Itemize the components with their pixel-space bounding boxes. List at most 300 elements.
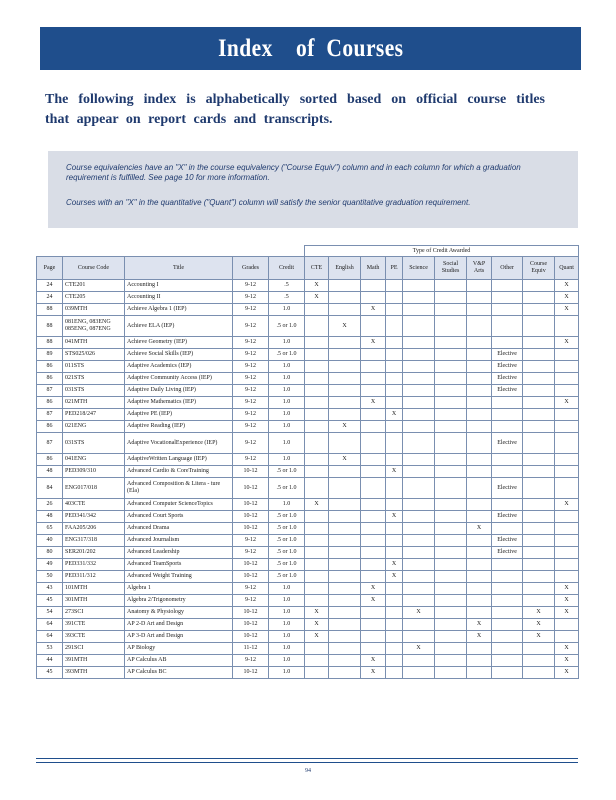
cell-other [492,409,523,421]
cell-math: X [361,595,386,607]
cell-title: AP 2-D Art and Design [125,619,233,631]
cell-pe: X [386,511,403,523]
cell-math [361,385,386,397]
table-row [37,667,579,679]
cell-cte [305,433,329,454]
cell-equiv: X [523,619,555,631]
cell-equiv [523,349,555,361]
cell-social [435,397,467,409]
footer-rule-bottom [36,762,578,763]
cell-math [361,316,386,337]
cell-quant: X [555,595,579,607]
cell-science [403,595,435,607]
cell-title: Adaptive Community Access (IEP) [125,373,233,385]
cell-page: 24 [37,292,63,304]
cell-quant [555,511,579,523]
cell-code: 041ENG [63,454,125,466]
cell-code: 011STS [63,361,125,373]
col-quant: Quant [555,257,579,280]
cell-grades: 10-12 [233,511,269,523]
table-row [37,316,579,337]
col-other: Other [492,257,523,280]
cell-english [329,643,361,655]
cell-english [329,466,361,478]
cell-pe [386,631,403,643]
cell-pe [386,454,403,466]
cell-credit: 1.0 [269,385,305,397]
cell-code: 021ENG [63,421,125,433]
cell-science [403,349,435,361]
cell-equiv [523,433,555,454]
cell-page: 54 [37,607,63,619]
col-course-code: Course Code [63,257,125,280]
cell-english: X [329,316,361,337]
cell-title: Adaptive VocationalExperience (IEP) [125,433,233,454]
cell-pe [386,280,403,292]
cell-science [403,583,435,595]
table-body [37,280,579,679]
cell-science [403,433,435,454]
cell-equiv [523,583,555,595]
cell-page: 64 [37,619,63,631]
cell-equiv [523,667,555,679]
cell-english: X [329,454,361,466]
cell-quant [555,385,579,397]
cell-code: 291SCI [63,643,125,655]
cell-code: ENG317/318 [63,535,125,547]
cell-pe [386,316,403,337]
cell-quant [555,619,579,631]
cell-page: 65 [37,523,63,535]
col-social-studies: Social Studies [435,257,467,280]
cell-math: X [361,337,386,349]
cell-vpa [467,292,492,304]
cell-english [329,499,361,511]
cell-math [361,631,386,643]
cell-cte: X [305,292,329,304]
cell-science [403,385,435,397]
table-row [37,361,579,373]
cell-page: 88 [37,337,63,349]
cell-pe: X [386,571,403,583]
cell-social [435,499,467,511]
table-row [37,478,579,499]
cell-social [435,316,467,337]
cell-science [403,316,435,337]
title-banner [40,27,581,70]
cell-quant [555,466,579,478]
cell-social [435,421,467,433]
cell-other [492,337,523,349]
cell-vpa [467,607,492,619]
col-course-equiv: Course Equiv [523,257,555,280]
cell-title: AP Biology [125,643,233,655]
cell-equiv [523,316,555,337]
cell-other [492,619,523,631]
cell-social [435,547,467,559]
table-row [37,280,579,292]
cell-vpa [467,433,492,454]
cell-other: Elective [492,373,523,385]
cell-math: X [361,667,386,679]
cell-other [492,655,523,667]
cell-pe [386,667,403,679]
table-row [37,433,579,454]
cell-science [403,466,435,478]
cell-other [492,292,523,304]
table-row [37,655,579,667]
cell-other [492,397,523,409]
cell-title: Algebra 1 [125,583,233,595]
cell-equiv [523,535,555,547]
cell-vpa [467,547,492,559]
cell-social [435,466,467,478]
cell-social [435,337,467,349]
cell-equiv [523,571,555,583]
table-row [37,607,579,619]
cell-credit: .5 or 1.0 [269,571,305,583]
cell-page: 53 [37,643,63,655]
cell-english [329,433,361,454]
cell-quant: X [555,655,579,667]
cell-quant [555,421,579,433]
cell-vpa [467,361,492,373]
cell-code: 393CTE [63,631,125,643]
cell-quant [555,433,579,454]
table-row [37,385,579,397]
cell-title: Advanced Leadership [125,547,233,559]
cell-code: 031STS [63,385,125,397]
cell-cte [305,547,329,559]
cell-grades: 9-12 [233,421,269,433]
cell-grades: 9-12 [233,316,269,337]
cell-equiv: X [523,607,555,619]
cell-cte [305,511,329,523]
cell-other [492,559,523,571]
credit-type-group-header: Type of Credit Awarded [305,246,579,257]
cell-math [361,454,386,466]
cell-code: PED311/312 [63,571,125,583]
cell-equiv [523,523,555,535]
cell-quant [555,571,579,583]
cell-cte [305,595,329,607]
cell-pe [386,619,403,631]
cell-equiv [523,385,555,397]
table-row [37,643,579,655]
cell-social [435,619,467,631]
footer-rule-top [36,758,578,759]
cell-math [361,409,386,421]
cell-english [329,385,361,397]
cell-science [403,547,435,559]
cell-code: 021MTH [63,397,125,409]
cell-pe [386,547,403,559]
cell-quant: X [555,583,579,595]
cell-cte [305,373,329,385]
cell-social [435,511,467,523]
cell-equiv [523,280,555,292]
cell-social [435,559,467,571]
cell-page: 45 [37,667,63,679]
cell-page: 80 [37,547,63,559]
cell-title: Adaptive Academics (IEP) [125,361,233,373]
cell-credit: 1.0 [269,373,305,385]
cell-code: 273SCI [63,607,125,619]
cell-quant [555,535,579,547]
cell-math [361,373,386,385]
cell-science: X [403,643,435,655]
table-row [37,454,579,466]
cell-social [435,667,467,679]
cell-equiv [523,655,555,667]
cell-pe [386,373,403,385]
cell-title: Adaptive Reading (IEP) [125,421,233,433]
cell-social [435,595,467,607]
cell-page: 86 [37,361,63,373]
cell-cte [305,304,329,316]
cell-page: 86 [37,454,63,466]
cell-credit: .5 or 1.0 [269,535,305,547]
cell-science [403,280,435,292]
table-row [37,523,579,535]
cell-other [492,316,523,337]
cell-math [361,571,386,583]
intro-text: The following index is alphabetically sorted based on official course titles that appear on report cards and transcripts. [45,92,545,127]
cell-credit: .5 or 1.0 [269,349,305,361]
cell-vpa [467,337,492,349]
cell-math [361,607,386,619]
cell-vpa [467,655,492,667]
cell-science [403,337,435,349]
cell-english [329,631,361,643]
cell-other [492,583,523,595]
cell-science [403,454,435,466]
cell-code: 301MTH [63,595,125,607]
cell-grades: 9-12 [233,292,269,304]
cell-other [492,454,523,466]
cell-code: 041MTH [63,337,125,349]
cell-code: 081ENG, 083ENG 085ENG, 087ENG [63,316,125,337]
cell-math [361,643,386,655]
cell-cte [305,316,329,337]
cell-cte [305,571,329,583]
cell-math [361,292,386,304]
cell-science [403,292,435,304]
table-row [37,595,579,607]
cell-social [435,523,467,535]
cell-title: Advanced Drama [125,523,233,535]
cell-cte [305,643,329,655]
cell-vpa [467,643,492,655]
cell-vpa: X [467,631,492,643]
cell-other [492,523,523,535]
note-quantitative: Courses with an "X" in the quantitative ("Quant") column will satisfy the senior quantitative graduation requirement. [66,198,471,207]
cell-social [435,433,467,454]
cell-pe [386,421,403,433]
cell-page: 84 [37,478,63,499]
cell-other [492,643,523,655]
cell-page: 43 [37,583,63,595]
cell-social [435,643,467,655]
cell-social [435,583,467,595]
cell-title: AdaptiveWritten Language (IEP) [125,454,233,466]
cell-math [361,361,386,373]
cell-other [492,421,523,433]
cell-social [435,655,467,667]
cell-code: STS025/026 [63,349,125,361]
cell-credit: .5 or 1.0 [269,559,305,571]
cell-page: 26 [37,499,63,511]
cell-title: Advanced Court Sports [125,511,233,523]
cell-vpa [467,409,492,421]
cell-social [435,292,467,304]
cell-cte [305,454,329,466]
cell-code: SER201/202 [63,547,125,559]
cell-science [403,421,435,433]
cell-vpa [467,349,492,361]
cell-math [361,349,386,361]
cell-page: 89 [37,349,63,361]
cell-vpa [467,397,492,409]
cell-english [329,409,361,421]
note-box [48,151,578,228]
cell-other: Elective [492,433,523,454]
cell-page: 44 [37,655,63,667]
cell-title: Anatomy & Physiology [125,607,233,619]
cell-science: X [403,607,435,619]
cell-science [403,631,435,643]
cell-credit: .5 or 1.0 [269,511,305,523]
cell-social [435,607,467,619]
cell-english [329,373,361,385]
cell-quant: X [555,643,579,655]
cell-pe [386,478,403,499]
cell-vpa [467,304,492,316]
cell-page: 24 [37,280,63,292]
cell-science [403,559,435,571]
cell-english [329,478,361,499]
cell-quant [555,631,579,643]
cell-quant [555,349,579,361]
cell-english [329,337,361,349]
cell-equiv [523,595,555,607]
cell-quant: X [555,667,579,679]
cell-title: Achieve Geometry (IEP) [125,337,233,349]
cell-equiv [523,559,555,571]
table-row [37,631,579,643]
cell-grades: 10-12 [233,571,269,583]
cell-science [403,409,435,421]
cell-credit: 1.0 [269,421,305,433]
cell-equiv [523,466,555,478]
cell-math [361,478,386,499]
cell-credit: 1.0 [269,607,305,619]
cell-title: Accounting I [125,280,233,292]
cell-english [329,397,361,409]
cell-math [361,619,386,631]
table-row [37,511,579,523]
cell-science [403,478,435,499]
cell-science [403,535,435,547]
cell-english [329,349,361,361]
cell-title: Adaptive Daily Living (IEP) [125,385,233,397]
cell-page: 87 [37,433,63,454]
cell-code: PED218/247 [63,409,125,421]
cell-social [435,571,467,583]
cell-pe [386,385,403,397]
table-row [37,583,579,595]
table-row [37,373,579,385]
cell-page: 64 [37,631,63,643]
cell-grades: 9-12 [233,337,269,349]
cell-vpa: X [467,619,492,631]
cell-cte [305,466,329,478]
cell-title: Accounting II [125,292,233,304]
cell-vpa [467,571,492,583]
cell-cte: X [305,607,329,619]
cell-credit: .5 or 1.0 [269,466,305,478]
cell-english [329,523,361,535]
cell-pe [386,583,403,595]
cell-grades: 9-12 [233,655,269,667]
cell-code: 393MTH [63,667,125,679]
cell-grades: 9-12 [233,304,269,316]
cell-credit: 1.0 [269,337,305,349]
cell-pe [386,607,403,619]
cell-english [329,535,361,547]
cell-quant: X [555,337,579,349]
cell-social [435,454,467,466]
cell-credit: 1.0 [269,409,305,421]
cell-vpa [467,511,492,523]
cell-grades: 11-12 [233,643,269,655]
cell-quant [555,523,579,535]
cell-grades: 10-12 [233,466,269,478]
cell-science [403,397,435,409]
cell-grades: 10-12 [233,667,269,679]
cell-pe [386,655,403,667]
cell-social [435,478,467,499]
col-cte: CTE [305,257,329,280]
cell-equiv [523,361,555,373]
cell-code: 031STS [63,433,125,454]
col-grades: Grades [233,257,269,280]
cell-math [361,433,386,454]
cell-cte [305,478,329,499]
cell-cte [305,655,329,667]
cell-grades: 9-12 [233,361,269,373]
cell-equiv [523,337,555,349]
cell-quant: X [555,280,579,292]
cell-equiv [523,373,555,385]
cell-math [361,499,386,511]
cell-grades: 10-12 [233,478,269,499]
cell-other [492,466,523,478]
cell-credit: .5 or 1.0 [269,478,305,499]
cell-other: Elective [492,511,523,523]
cell-credit: .5 or 1.0 [269,523,305,535]
cell-other [492,499,523,511]
cell-vpa: X [467,523,492,535]
cell-credit: 1.0 [269,454,305,466]
cell-pe: X [386,559,403,571]
cell-code: 101MTH [63,583,125,595]
cell-pe: X [386,409,403,421]
cell-english [329,667,361,679]
table-row [37,349,579,361]
cell-code: PED341/342 [63,511,125,523]
cell-code: 391CTE [63,619,125,631]
